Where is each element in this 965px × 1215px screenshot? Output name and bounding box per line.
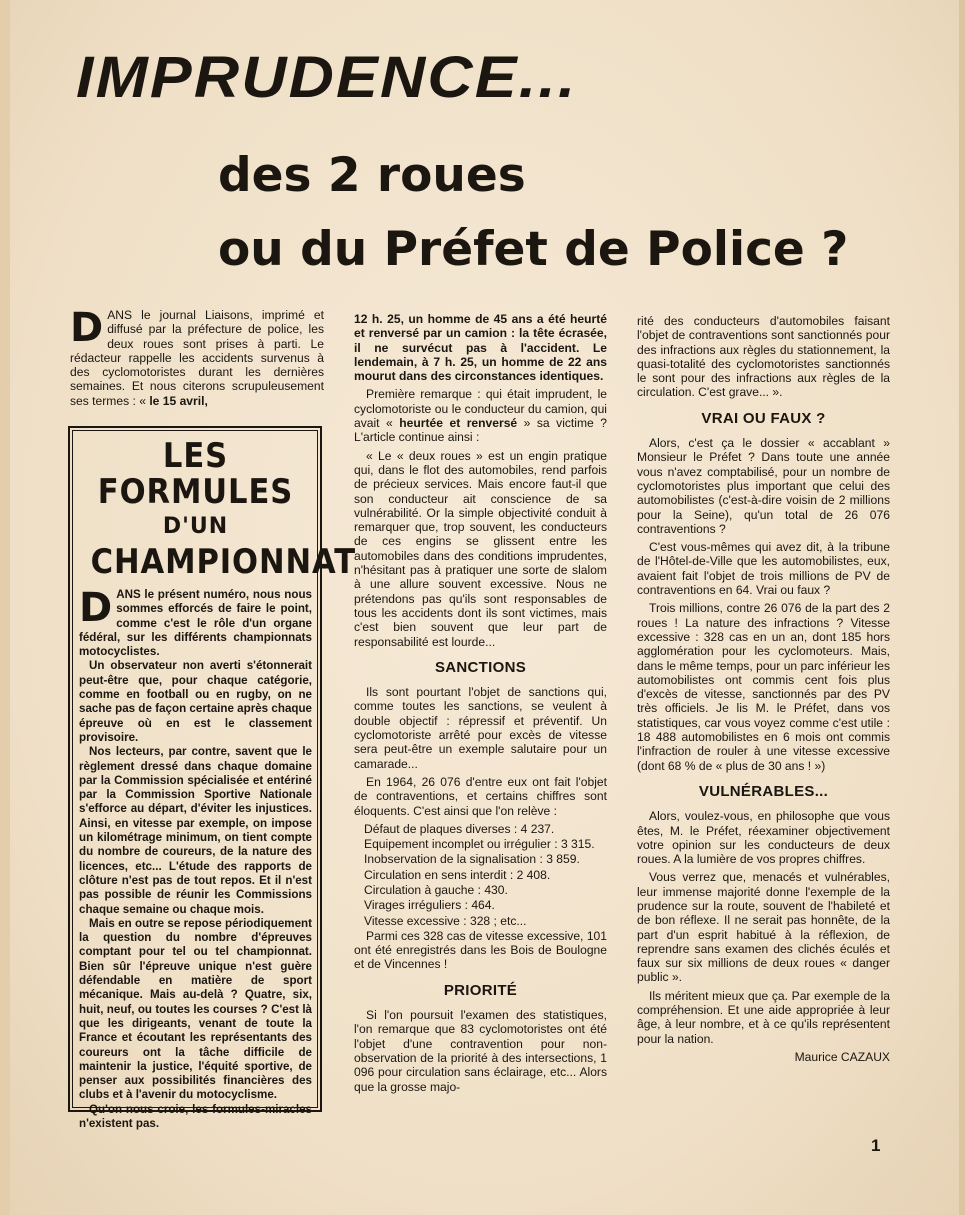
col2-p2-a: Première remarque : qui était imprudent, le cyclomotoriste ou le conducteur du camion, qui avait « xyxy=(354,387,607,431)
vuln-paragraph-2: Vous verrez que, menacés et vulnérables, leur immense majorité donne l'exemple de la prudence sur la route, souvent de l'habileté et de bon réflexe. Il ne serait pas honnête, de la part d'un esprit habitué à la réflexion, de reprendre sans examen des clichés éculés et faux sur six millions de deux roues « danger public ». xyxy=(637,870,890,985)
intro-dropcap: D xyxy=(70,305,104,351)
vrai-paragraph-2: C'est vous-mêmes qui avez dit, à la tribune de l'Hôtel-de-Ville que les automobilistes, eux, avaient fait l'objet de trois millions de PV de contraventions en 64. Vrai ou faux ? xyxy=(637,540,890,598)
page-edge-left xyxy=(0,0,10,1215)
box-dropcap: D xyxy=(79,585,113,631)
sanctions-paragraph-2: En 1964, 26 076 d'entre eux ont fait l'objet de contraventions, et certains chiffres sont éloquents. C'est ainsi que l'on relève : xyxy=(354,774,607,818)
vrai-paragraph-1: Alors, c'est ça le dossier « accablant » Monsieur le Préfet ? Dans toute une année vous n'avez comptabilisé, pour un nombre de cyclomotoristes plus important que celui des automobilistes (c'est-à-dire voisin de 2 millions pour la Seine), qu'un total de 26 076 contraventions ? xyxy=(637,436,890,536)
col2-bold-text: 12 h. 25, un homme de 45 ans a été heurté et renversé par un camion : la tête écrasée, il ne survécut pas à l'accident. Le lendemain, à 7 h. 25, un homme de 22 ans mourut dans des circonstances identiques. xyxy=(354,312,607,384)
column-1-intro xyxy=(70,305,324,412)
box-paragraph-5: Qu'on nous croie, les formules-miracles n'existent pas. xyxy=(79,1102,312,1130)
box-title-line3: CHAMPIONNAT xyxy=(90,542,356,582)
infractions-list xyxy=(354,822,607,928)
list-item: Inobservation de la signalisation : 3 859. xyxy=(364,852,580,867)
list-item: Equipement incomplet ou irrégulier : 3 315. xyxy=(364,837,595,852)
heading-priorite: PRIORITÉ xyxy=(443,981,518,999)
list-item: Défaut de plaques diverses : 4 237. xyxy=(364,821,555,836)
intro-text: ANS le journal Liaisons, imprimé et diffusé par la préfecture de police, les deux roues sont prises à parti. Le rédacteur rappelle les accidents survenus à des cyclomotoristes durant les dernières semaines. Et nous citerons scrupuleusement ses termes : « xyxy=(70,308,324,408)
list-item: Vitesse excessive : 328 ; etc... xyxy=(364,913,527,928)
col2-paragraph-2 xyxy=(354,387,607,444)
box-paragraph xyxy=(79,585,312,659)
list-item: Circulation en sens interdit : 2 408. xyxy=(364,867,551,882)
col2-p2-b: heurtée et renversé xyxy=(399,416,518,431)
column-2 xyxy=(354,312,607,1098)
col2-paragraph-3: « Le « deux roues » est un engin pratique qui, dans le flot des automobiles, rend parfois de précieux services. Mais encore faut-il que son conducteur ait conscience de sa vulnérabilité. Or la simple objectivité conduit à remarquer que, trop souvent, les conducteurs de ces engins se glissent entre les automobiles dans des conditions imprudentes, n'hésitant pas à pratiquer une sorte de slalom à une allure souvent excessive. Nous ne prétendons pas qu'ils sont responsables de tous les accidents dont ils sont victimes, mais c'est bien souvent que leur part de responsabilité est lourde... xyxy=(354,448,607,649)
sidebar-box xyxy=(68,426,356,1130)
col2-p2-c: » sa victime ? L'article continue ainsi : xyxy=(354,416,608,445)
page-edge-right xyxy=(959,0,965,1215)
vrai-paragraph-3: Trois millions, contre 26 076 de la part des 2 roues ! La nature des infractions ? Vitesse excessive : 328 cas en un an, dont 185 hors agglomération pour les cyclomoteurs. Mais, dans le même temps, pour un parc inférieur les automobilistes ont commis cent fois plus d'excès de vitesse, sanctionnés par des PV très officiels. Je lis M. le Préfet, dans vos statistiques, car vous voyez comme c'est utile : 18 488 automobilistes en 6 mois ont commis l'infraction de rouler à une vitesse excessive (dont 68 % de « plus de 30 ans ! ») xyxy=(637,601,890,773)
intro-text-bold: le 15 avril, xyxy=(149,393,208,408)
article-subtitle-line2: ou du Préfet de Police ? xyxy=(218,222,849,277)
vuln-paragraph-3: Ils méritent mieux que ça. Par exemple de la compréhension. Et une aide appropriée à leur âge, à leur nombre, et à ce qu'ils représentent pour la nation. xyxy=(637,988,890,1046)
col2-bold-paragraph xyxy=(354,312,607,383)
sanctions-paragraph-3: Parmi ces 328 cas de vitesse excessive, 101 ont été enregistrés dans les Bois de Boulogne et de Vincennes ! xyxy=(354,928,607,972)
box-title-line1: LES FORMULES xyxy=(97,436,294,512)
box-paragraph-4: Mais en outre se repose périodiquement la question du nombre d'épreuves comptant pour tel ou tel championnat. Bien sûr l'épreuve unique n'est guère défendable en matière de sport mécanique. Mais au-delà ? Quatre, six, huit, neuf, ou toutes les courses ? C'est là que les dirigeants, venant de toute la France et écoutant les représentants des coureurs ont la tâche difficile de maintenir la justice, l'équité sportive, de penser aux possibilités financières des clubs et à l'avenir du motocyclisme. xyxy=(79,916,312,1102)
box-body xyxy=(79,585,312,1131)
intro-paragraph xyxy=(70,305,324,408)
col3-paragraph-1: rité des conducteurs d'automobiles faisant l'objet de contraventions sont sanctionnés pour des infractions aux règles du stationnement, la quasi-totalité des cyclomotoristes sanctionnés le sont pour des infractions aux règles de la circulation. C'est grave... ». xyxy=(637,314,890,400)
box-paragraph-2: Un observateur non averti s'étonnerait peut-être que, pour chaque catégorie, comme en football ou en rugby, on ne sache pas de façon certaine après chaque épreuve où en est le classement provisoire. xyxy=(79,659,312,744)
vuln-paragraph-1: Alors, voulez-vous, en philosophe que vous êtes, M. le Préfet, réexaminer objectivement votre opinion sur les conducteurs de deux roues. A la lumière de vos propres chiffres. xyxy=(637,809,890,867)
column-3 xyxy=(637,314,890,1064)
list-item: Virages irréguliers : 464. xyxy=(364,898,495,913)
heading-vulnerables: VULNÉRABLES... xyxy=(698,782,829,800)
priorite-paragraph: Si l'on poursuit l'examen des statistiques, l'on remarque que 83 cyclomotoristes ont été l'objet d'une contravention pour non-observation de la priorité à des intersections, 1 096 pour circulation sans éclairage, etc... Alors que la grosse majo- xyxy=(354,1008,607,1094)
box-paragraph-3: Nos lecteurs, par contre, savent que le règlement dressé dans chaque domaine par la Commission spécialisée et entériné par la Commission Sportive Nationale s'efforce au départ, d'éviter les injustices. Ainsi, en vitesse par exemple, on impose un kilométrage minimum, on tient compte du nombre de coureurs, de la nature des licences, etc... L'étude des rapports de clôture n'est pas de tout repos. Et il n'est pas possible de réunir les Commissions chaque semaine ou chaque mois. xyxy=(79,745,312,916)
article-subtitle-line1: des 2 roues xyxy=(218,148,526,203)
box-paragraph-1: ANS le présent numéro, nous nous sommes efforcés de faire le point, comme c'est le rôle d'un organe fédéral, sur les différents championnats motocyclistes. xyxy=(79,588,312,659)
heading-vrai-ou-faux: VRAI OU FAUX ? xyxy=(701,409,826,427)
sanctions-paragraph-1: Ils sont pourtant l'objet de sanctions qui, comme toutes les sanctions, se veulent à double objectif : répressif et préventif. Un cyclomotoriste arrêté pour excès de vitesse sera peut-être un exemple salutaire pour un camarade... xyxy=(354,685,607,771)
article-title: IMPRUDENCE... xyxy=(76,45,578,110)
author-signature: Maurice CAZAUX xyxy=(794,1049,890,1064)
box-title-line2: D'UN xyxy=(162,514,229,539)
page-number: 1 xyxy=(871,1136,881,1155)
heading-sanctions: SANCTIONS xyxy=(434,658,527,676)
list-item: Circulation à gauche : 430. xyxy=(364,882,508,897)
